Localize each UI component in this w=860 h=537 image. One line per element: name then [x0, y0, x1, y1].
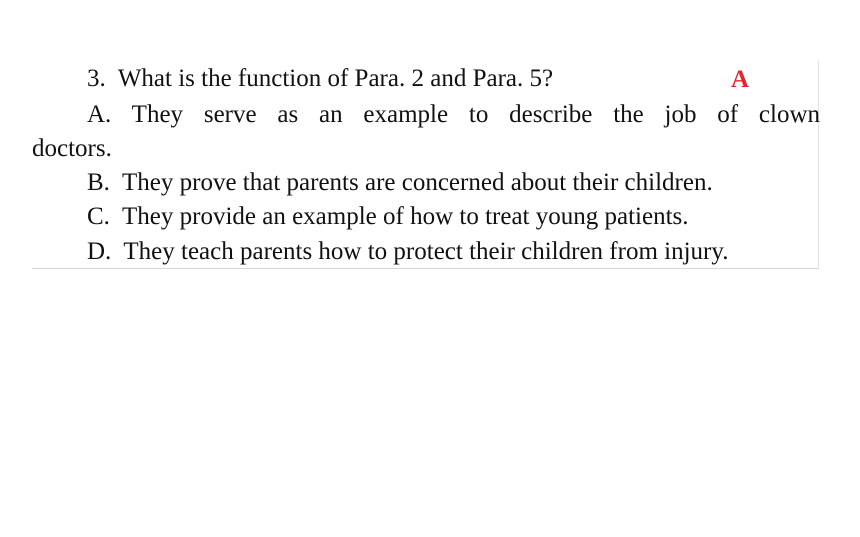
option-d	[87, 237, 729, 267]
answer-key: A	[731, 66, 750, 93]
option-a-line2: doctors.	[32, 135, 112, 162]
option-b-text: They prove that parents are concerned about their children.	[122, 169, 713, 196]
question-number: 3.	[87, 65, 106, 92]
option-a-letter: A.	[87, 101, 112, 128]
question-line	[87, 64, 553, 94]
question-text: What is the function of Para. 2 and Para. 5?	[117, 65, 554, 92]
option-c-letter: C.	[87, 203, 110, 230]
option-c	[87, 202, 689, 232]
option-a-text-line1: They serve as an example to describe the job of clown	[131, 101, 820, 128]
option-c-text: They provide an example of how to treat young patients.	[122, 203, 689, 230]
option-b	[87, 168, 713, 198]
option-b-letter: B.	[87, 169, 110, 196]
option-d-text: They teach parents how to protect their children from injury.	[123, 238, 729, 265]
option-a-line1	[87, 100, 820, 130]
option-d-letter: D.	[87, 238, 112, 265]
